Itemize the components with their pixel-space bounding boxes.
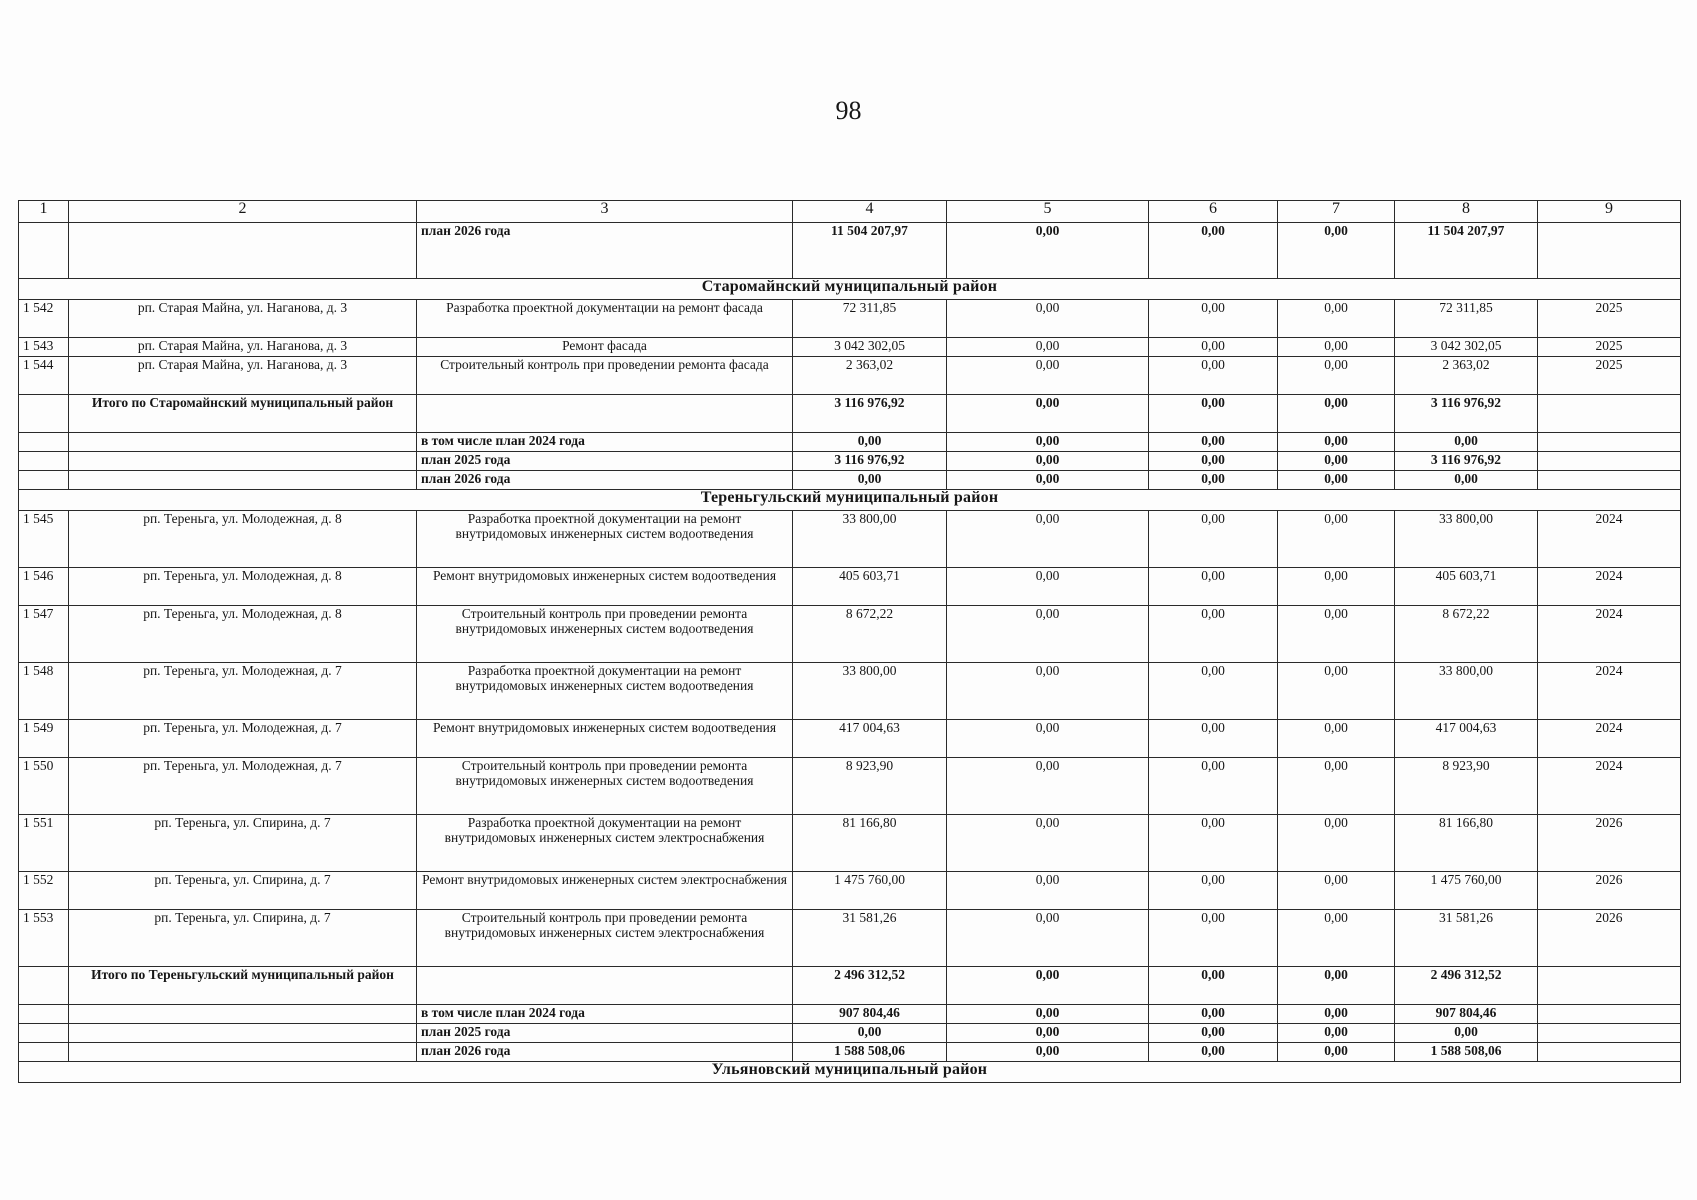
table-row <box>19 663 1681 720</box>
year-cell: 2026 <box>1538 872 1681 910</box>
table-row <box>19 815 1681 872</box>
year-cell: 2024 <box>1538 511 1681 568</box>
address-cell: рп. Тереньга, ул. Спирина, д. 7 <box>69 872 417 910</box>
district-title: Тереньгульский муниципальный район <box>19 490 1681 511</box>
district-header-row <box>19 279 1681 300</box>
plan-summary-row <box>19 433 1681 452</box>
plan-summary-row <box>19 471 1681 490</box>
work-type-cell: Ремонт внутридомовых инженерных систем водоотведения <box>417 720 793 758</box>
row-number: 1 548 <box>19 663 69 720</box>
value-col4: 33 800,00 <box>793 511 947 568</box>
work-type-cell: в том числе план 2024 года <box>417 1005 793 1024</box>
row-number: 1 551 <box>19 815 69 872</box>
address-cell <box>69 433 417 452</box>
value-col4: 33 800,00 <box>793 663 947 720</box>
work-type-cell <box>417 395 793 433</box>
address-cell: рп. Старая Майна, ул. Наганова, д. 3 <box>69 338 417 357</box>
work-type-cell: Ремонт фасада <box>417 338 793 357</box>
value-col5: 0,00 <box>947 910 1149 967</box>
value-col8: 907 804,46 <box>1395 1005 1538 1024</box>
value-col5: 0,00 <box>947 720 1149 758</box>
work-type-cell: Разработка проектной документации на ремонт фасада <box>417 300 793 338</box>
address-cell: рп. Тереньга, ул. Спирина, д. 7 <box>69 815 417 872</box>
value-col4: 1 475 760,00 <box>793 872 947 910</box>
value-col6: 0,00 <box>1149 872 1278 910</box>
value-col6: 0,00 <box>1149 395 1278 433</box>
value-col7: 0,00 <box>1278 720 1395 758</box>
year-cell: 2024 <box>1538 663 1681 720</box>
table-row <box>19 300 1681 338</box>
value-col7: 0,00 <box>1278 663 1395 720</box>
plan-summary-row <box>19 1024 1681 1043</box>
value-col8: 2 496 312,52 <box>1395 967 1538 1005</box>
value-col8: 8 672,22 <box>1395 606 1538 663</box>
value-col4: 8 923,90 <box>793 758 947 815</box>
year-cell <box>1538 1043 1681 1062</box>
value-col6: 0,00 <box>1149 511 1278 568</box>
row-number <box>19 452 69 471</box>
value-col6: 0,00 <box>1149 1005 1278 1024</box>
value-col8: 0,00 <box>1395 1024 1538 1043</box>
column-header: 5 <box>947 201 1149 223</box>
value-col5: 0,00 <box>947 511 1149 568</box>
plan-summary-row <box>19 1043 1681 1062</box>
address-cell: рп. Тереньга, ул. Молодежная, д. 8 <box>69 568 417 606</box>
value-col5: 0,00 <box>947 300 1149 338</box>
address-cell <box>69 223 417 279</box>
value-col5: 0,00 <box>947 606 1149 663</box>
value-col7: 0,00 <box>1278 910 1395 967</box>
value-col6: 0,00 <box>1149 1043 1278 1062</box>
row-number <box>19 1005 69 1024</box>
value-col8: 3 116 976,92 <box>1395 395 1538 433</box>
value-col4: 405 603,71 <box>793 568 947 606</box>
value-col6: 0,00 <box>1149 815 1278 872</box>
plan-summary-row <box>19 452 1681 471</box>
district-header-row <box>19 490 1681 511</box>
value-col8: 81 166,80 <box>1395 815 1538 872</box>
value-col5: 0,00 <box>947 338 1149 357</box>
year-cell: 2025 <box>1538 357 1681 395</box>
district-title: Старомайнский муниципальный район <box>19 279 1681 300</box>
value-col8: 1 475 760,00 <box>1395 872 1538 910</box>
value-col6: 0,00 <box>1149 910 1278 967</box>
value-col7: 0,00 <box>1278 357 1395 395</box>
column-number-row <box>19 201 1681 223</box>
row-number: 1 549 <box>19 720 69 758</box>
work-type-cell: план 2026 года <box>417 1043 793 1062</box>
year-cell: 2024 <box>1538 758 1681 815</box>
value-col7: 0,00 <box>1278 395 1395 433</box>
address-cell <box>69 471 417 490</box>
value-col6: 0,00 <box>1149 720 1278 758</box>
value-col8: 33 800,00 <box>1395 511 1538 568</box>
value-col4: 417 004,63 <box>793 720 947 758</box>
value-col8: 3 116 976,92 <box>1395 452 1538 471</box>
row-number <box>19 1043 69 1062</box>
column-header: 6 <box>1149 201 1278 223</box>
work-type-cell: Ремонт внутридомовых инженерных систем электроснабжения <box>417 872 793 910</box>
table-row <box>19 338 1681 357</box>
value-col6: 0,00 <box>1149 433 1278 452</box>
work-type-cell: Разработка проектной документации на ремонт внутридомовых инженерных систем электроснабжения <box>417 815 793 872</box>
column-header: 7 <box>1278 201 1395 223</box>
value-col4: 11 504 207,97 <box>793 223 947 279</box>
budget-table <box>18 200 1681 1083</box>
year-cell <box>1538 395 1681 433</box>
value-col8: 417 004,63 <box>1395 720 1538 758</box>
value-col8: 33 800,00 <box>1395 663 1538 720</box>
table-row <box>19 357 1681 395</box>
address-cell: рп. Тереньга, ул. Молодежная, д. 8 <box>69 511 417 568</box>
value-col6: 0,00 <box>1149 758 1278 815</box>
value-col8: 72 311,85 <box>1395 300 1538 338</box>
value-col7: 0,00 <box>1278 872 1395 910</box>
value-col5: 0,00 <box>947 758 1149 815</box>
row-number <box>19 433 69 452</box>
value-col7: 0,00 <box>1278 511 1395 568</box>
year-cell: 2024 <box>1538 720 1681 758</box>
work-type-cell: Разработка проектной документации на ремонт внутридомовых инженерных систем водоотведения <box>417 511 793 568</box>
value-col5: 0,00 <box>947 433 1149 452</box>
address-cell <box>69 1043 417 1062</box>
district-title: Ульяновский муниципальный район <box>19 1062 1681 1083</box>
work-type-cell <box>417 967 793 1005</box>
address-cell: рп. Старая Майна, ул. Наганова, д. 3 <box>69 300 417 338</box>
value-col5: 0,00 <box>947 452 1149 471</box>
work-type-cell: план 2025 года <box>417 1024 793 1043</box>
value-col4: 3 116 976,92 <box>793 452 947 471</box>
value-col5: 0,00 <box>947 815 1149 872</box>
table-row <box>19 872 1681 910</box>
year-cell <box>1538 1005 1681 1024</box>
row-number <box>19 471 69 490</box>
row-number <box>19 223 69 279</box>
value-col6: 0,00 <box>1149 471 1278 490</box>
value-col6: 0,00 <box>1149 223 1278 279</box>
table-row <box>19 606 1681 663</box>
value-col8: 11 504 207,97 <box>1395 223 1538 279</box>
value-col4: 0,00 <box>793 1024 947 1043</box>
column-header: 4 <box>793 201 947 223</box>
value-col6: 0,00 <box>1149 663 1278 720</box>
column-header: 9 <box>1538 201 1681 223</box>
work-type-cell: Строительный контроль при проведении ремонта фасада <box>417 357 793 395</box>
value-col8: 31 581,26 <box>1395 910 1538 967</box>
value-col5: 0,00 <box>947 872 1149 910</box>
plan-summary-row <box>19 223 1681 279</box>
value-col7: 0,00 <box>1278 223 1395 279</box>
value-col5: 0,00 <box>947 663 1149 720</box>
work-type-cell: план 2025 года <box>417 452 793 471</box>
value-col7: 0,00 <box>1278 568 1395 606</box>
value-col7: 0,00 <box>1278 758 1395 815</box>
value-col8: 3 042 302,05 <box>1395 338 1538 357</box>
year-cell <box>1538 471 1681 490</box>
table-row <box>19 910 1681 967</box>
column-header: 2 <box>69 201 417 223</box>
year-cell <box>1538 452 1681 471</box>
value-col8: 0,00 <box>1395 433 1538 452</box>
address-cell <box>69 1005 417 1024</box>
year-cell: 2026 <box>1538 910 1681 967</box>
row-number: 1 544 <box>19 357 69 395</box>
value-col5: 0,00 <box>947 223 1149 279</box>
table-row <box>19 720 1681 758</box>
year-cell: 2025 <box>1538 338 1681 357</box>
work-type-cell: Строительный контроль при проведении ремонта внутридомовых инженерных систем водоотведения <box>417 606 793 663</box>
work-type-cell: в том числе план 2024 года <box>417 433 793 452</box>
value-col5: 0,00 <box>947 357 1149 395</box>
value-col4: 31 581,26 <box>793 910 947 967</box>
work-type-cell: план 2026 года <box>417 223 793 279</box>
work-type-cell: Разработка проектной документации на ремонт внутридомовых инженерных систем водоотведения <box>417 663 793 720</box>
row-number: 1 542 <box>19 300 69 338</box>
total-row <box>19 967 1681 1005</box>
value-col4: 0,00 <box>793 433 947 452</box>
year-cell: 2026 <box>1538 815 1681 872</box>
address-cell: Итого по Старомайнский муниципальный район <box>69 395 417 433</box>
value-col4: 907 804,46 <box>793 1005 947 1024</box>
value-col4: 8 672,22 <box>793 606 947 663</box>
value-col8: 405 603,71 <box>1395 568 1538 606</box>
work-type-cell: план 2026 года <box>417 471 793 490</box>
value-col6: 0,00 <box>1149 606 1278 663</box>
value-col5: 0,00 <box>947 395 1149 433</box>
address-cell: рп. Тереньга, ул. Молодежная, д. 7 <box>69 663 417 720</box>
value-col4: 81 166,80 <box>793 815 947 872</box>
value-col7: 0,00 <box>1278 338 1395 357</box>
address-cell: рп. Тереньга, ул. Молодежная, д. 8 <box>69 606 417 663</box>
row-number: 1 546 <box>19 568 69 606</box>
value-col4: 0,00 <box>793 471 947 490</box>
value-col5: 0,00 <box>947 568 1149 606</box>
column-header: 3 <box>417 201 793 223</box>
value-col4: 2 363,02 <box>793 357 947 395</box>
column-header: 1 <box>19 201 69 223</box>
value-col7: 0,00 <box>1278 300 1395 338</box>
work-type-cell: Строительный контроль при проведении ремонта внутридомовых инженерных систем электроснабжения <box>417 910 793 967</box>
value-col7: 0,00 <box>1278 815 1395 872</box>
value-col4: 3 116 976,92 <box>793 395 947 433</box>
value-col6: 0,00 <box>1149 568 1278 606</box>
row-number: 1 547 <box>19 606 69 663</box>
page-number: 98 <box>835 96 862 125</box>
value-col5: 0,00 <box>947 1043 1149 1062</box>
value-col7: 0,00 <box>1278 606 1395 663</box>
row-number <box>19 1024 69 1043</box>
row-number: 1 553 <box>19 910 69 967</box>
value-col6: 0,00 <box>1149 300 1278 338</box>
value-col7: 0,00 <box>1278 471 1395 490</box>
row-number: 1 552 <box>19 872 69 910</box>
value-col4: 72 311,85 <box>793 300 947 338</box>
value-col8: 8 923,90 <box>1395 758 1538 815</box>
value-col5: 0,00 <box>947 1005 1149 1024</box>
value-col5: 0,00 <box>947 471 1149 490</box>
value-col8: 0,00 <box>1395 471 1538 490</box>
year-cell: 2024 <box>1538 606 1681 663</box>
row-number <box>19 395 69 433</box>
value-col7: 0,00 <box>1278 1024 1395 1043</box>
address-cell <box>69 1024 417 1043</box>
address-cell: Итого по Тереньгульский муниципальный район <box>69 967 417 1005</box>
district-header-row <box>19 1062 1681 1083</box>
table-row <box>19 758 1681 815</box>
value-col6: 0,00 <box>1149 338 1278 357</box>
address-cell: рп. Старая Майна, ул. Наганова, д. 3 <box>69 357 417 395</box>
address-cell: рп. Тереньга, ул. Молодежная, д. 7 <box>69 720 417 758</box>
address-cell: рп. Тереньга, ул. Молодежная, д. 7 <box>69 758 417 815</box>
row-number <box>19 967 69 1005</box>
value-col6: 0,00 <box>1149 967 1278 1005</box>
work-type-cell: Ремонт внутридомовых инженерных систем водоотведения <box>417 568 793 606</box>
year-cell: 2024 <box>1538 568 1681 606</box>
value-col5: 0,00 <box>947 967 1149 1005</box>
value-col4: 2 496 312,52 <box>793 967 947 1005</box>
year-cell <box>1538 1024 1681 1043</box>
address-cell <box>69 452 417 471</box>
value-col7: 0,00 <box>1278 1005 1395 1024</box>
value-col7: 0,00 <box>1278 967 1395 1005</box>
value-col8: 1 588 508,06 <box>1395 1043 1538 1062</box>
row-number: 1 550 <box>19 758 69 815</box>
value-col6: 0,00 <box>1149 357 1278 395</box>
plan-summary-row <box>19 1005 1681 1024</box>
value-col6: 0,00 <box>1149 452 1278 471</box>
address-cell: рп. Тереньга, ул. Спирина, д. 7 <box>69 910 417 967</box>
work-type-cell: Строительный контроль при проведении ремонта внутридомовых инженерных систем водоотведения <box>417 758 793 815</box>
value-col8: 2 363,02 <box>1395 357 1538 395</box>
value-col7: 0,00 <box>1278 1043 1395 1062</box>
total-row <box>19 395 1681 433</box>
value-col4: 1 588 508,06 <box>793 1043 947 1062</box>
value-col4: 3 042 302,05 <box>793 338 947 357</box>
column-header: 8 <box>1395 201 1538 223</box>
value-col5: 0,00 <box>947 1024 1149 1043</box>
value-col7: 0,00 <box>1278 452 1395 471</box>
table-row <box>19 511 1681 568</box>
value-col6: 0,00 <box>1149 1024 1278 1043</box>
year-cell <box>1538 433 1681 452</box>
row-number: 1 543 <box>19 338 69 357</box>
year-cell <box>1538 967 1681 1005</box>
year-cell <box>1538 223 1681 279</box>
year-cell: 2025 <box>1538 300 1681 338</box>
row-number: 1 545 <box>19 511 69 568</box>
table-row <box>19 568 1681 606</box>
value-col7: 0,00 <box>1278 433 1395 452</box>
